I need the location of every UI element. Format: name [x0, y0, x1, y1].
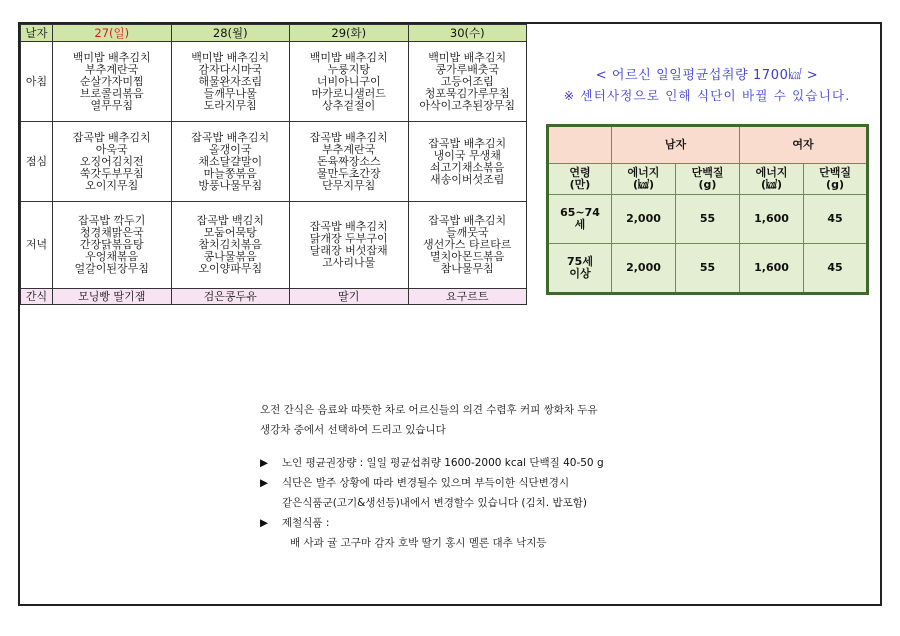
breakfast-row: [21, 42, 527, 122]
col-age-header: 연령 (만): [548, 164, 612, 195]
meal-label: 점심: [21, 122, 53, 202]
dish-item: 물만두초간장: [316, 166, 381, 180]
menu-cell: [171, 122, 290, 202]
dish-item: 부추계란국: [322, 142, 376, 156]
bullet-arrow-icon: ▶: [260, 477, 269, 489]
menu-sheet: [18, 22, 882, 606]
menu-cell: [53, 202, 172, 289]
energy-corner-cell: [548, 126, 612, 164]
menu-cell: [171, 42, 290, 122]
dish-item: 돈육짜장소스: [316, 154, 381, 168]
dish-item: 오이양파무침: [198, 262, 263, 275]
snack-label: 간식: [21, 289, 53, 305]
dish-item: 잡곡밥 배추김치: [428, 214, 507, 227]
energy-row: [548, 244, 868, 294]
dish-item: 청포묵김가루무침: [424, 86, 510, 100]
dish-item: 백미밥 배추김치: [72, 50, 151, 64]
bullet-arrow-icon: ▶: [260, 457, 269, 469]
dish-item: 콩가루배춧국: [435, 62, 500, 76]
energy-group-header-row: [548, 126, 868, 164]
dish-item: 잡곡밥 배추김치: [72, 130, 151, 144]
group-male-label: 남자: [612, 126, 740, 164]
note-item: [260, 513, 860, 533]
dinner-row: [21, 202, 527, 289]
female-protein-cell: 45: [804, 195, 868, 244]
dish-item: 오징어김치전: [79, 154, 144, 168]
table-header-row: [21, 25, 527, 42]
dish-item: 브로콜리볶음: [79, 86, 144, 100]
age-cell: 75세 이상: [548, 244, 612, 294]
energy-row: [548, 195, 868, 244]
dish-item: 잡곡밥 배추김치: [428, 136, 507, 150]
dish-item: 청경채맑은국: [79, 226, 144, 239]
dish-item: 간장닭볶음탕: [79, 238, 144, 251]
snack-row: [21, 289, 527, 305]
col-male-protein-header: 단백질 (g): [676, 164, 740, 195]
dish-item: 도라지무침: [203, 98, 257, 112]
dish-item: 얼갈이된장무침: [74, 262, 149, 275]
dish-item: 들깨무나물: [203, 86, 257, 100]
menu-cell: [408, 42, 527, 122]
dish-item: 생선가스 타르타르: [422, 238, 512, 251]
dish-item: 잡곡밥 깍두기: [78, 214, 146, 227]
age-cell: 65~74 세: [548, 195, 612, 244]
female-energy-cell: 1,600: [740, 244, 804, 294]
dish-item: 채소달걀말이: [198, 154, 263, 168]
bullet-arrow-icon: ▶: [260, 517, 269, 529]
dish-item: 잡곡밥 배추김치: [191, 130, 270, 144]
menu-cell: [408, 122, 527, 202]
notes-section: [260, 400, 860, 553]
meal-label: 아침: [21, 42, 53, 122]
dish-item: 고등어조림: [440, 74, 494, 88]
col-female-energy-header: 에너지 (㎉): [740, 164, 804, 195]
dish-item: 참나물무침: [440, 262, 494, 275]
menu-cell: [290, 202, 409, 289]
energy-intake-table: [546, 124, 869, 295]
female-energy-cell: 1,600: [740, 195, 804, 244]
dish-item: 마늘쫑볶음: [203, 166, 257, 180]
dish-item: 너비아니구이: [316, 74, 381, 88]
day-header-4: 30(수): [408, 25, 527, 42]
male-protein-cell: 55: [676, 195, 740, 244]
dish-item: 상추겉절이: [322, 98, 376, 112]
menu-cell: [408, 202, 527, 289]
dish-item: 올갱이국: [208, 142, 252, 156]
dish-item: 새송이버섯조림: [430, 172, 505, 186]
snack-item: 요구르트: [408, 289, 527, 305]
dish-item: 해물완자조림: [198, 74, 263, 88]
dish-item: 고사리나물: [322, 256, 376, 269]
dish-item: 누룽지탕: [327, 62, 370, 76]
day-header-3: 29(화): [290, 25, 409, 42]
group-female-label: 여자: [740, 126, 868, 164]
snack-item: 모닝빵 딸기잼: [53, 289, 172, 305]
meal-label: 저녁: [21, 202, 53, 289]
dish-item: 방풍나물무침: [198, 178, 263, 192]
dish-item: 콩나물볶음: [203, 250, 257, 263]
dish-item: 아삭이고추된장무침: [419, 98, 516, 112]
note-item: [260, 473, 860, 493]
menu-cell: [171, 202, 290, 289]
male-energy-cell: 2,000: [612, 195, 676, 244]
dish-item: 오이지무침: [85, 178, 139, 192]
dish-item: 들깨뭇국: [445, 226, 489, 239]
notice-title: < 어르신 일일평균섭취량 1700㎉ >: [595, 68, 819, 83]
menu-cell: [290, 122, 409, 202]
snack-note-line: 오전 간식은 음료와 따뜻한 차로 어르신들의 의견 수렴후 커피 쌍화차 두유: [260, 404, 598, 416]
notice-subtitle: ※ 센터사정으로 인해 식단이 바뀔 수 있습니다.: [563, 88, 851, 103]
weekly-menu-table: [20, 24, 527, 305]
snack-item: 딸기: [290, 289, 409, 305]
day-header-1: 27(일): [53, 25, 172, 42]
corner-label: 날자: [21, 25, 53, 42]
dish-item: 모둠어묵탕: [203, 226, 257, 239]
snack-item: 검은콩두유: [171, 289, 290, 305]
col-female-protein-header: 단백질 (g): [804, 164, 868, 195]
note-text: 노인 평균권장량 : 일일 평균섭취량 1600-2000 kcal 단백질 40-50 g: [282, 457, 604, 469]
menu-cell: [53, 42, 172, 122]
dish-item: 순살가자미찜: [79, 74, 144, 88]
dish-item: 쑥갓두부무침: [79, 166, 144, 180]
dish-item: 감자다시마국: [198, 62, 263, 76]
note-text: 식단은 발주 상황에 따라 변경될수 있으며 부득이한 식단변경시: [282, 477, 570, 489]
dish-item: 달래장 버섯잡채: [309, 244, 388, 257]
dish-item: 잡곡밥 배추김치: [309, 220, 388, 233]
dish-item: 잡곡밥 배추김치: [309, 130, 388, 144]
dish-item: 닭개장 두부구이: [309, 232, 388, 245]
dish-item: 우엉채볶음: [85, 250, 139, 263]
dish-item: 냉이국 무생채: [433, 148, 501, 162]
snack-note-line: 생강차 중에서 선택하여 드리고 있습니다: [260, 424, 446, 436]
intake-notice: [536, 64, 878, 104]
menu-cell: [290, 42, 409, 122]
dish-item: 멸치아몬드볶음: [430, 250, 505, 263]
energy-column-header-row: [548, 164, 868, 195]
dish-item: 백미밥 배추김치: [191, 50, 270, 64]
dish-item: 백미밥 배추김치: [309, 50, 388, 64]
dish-item: 마카로니샐러드: [311, 86, 386, 100]
dish-item: 백미밥 배추김치: [428, 50, 507, 64]
male-protein-cell: 55: [676, 244, 740, 294]
seasonal-food-list: 배 사과 귤 고구마 감자 호박 딸기 홍시 멜론 대추 낙지등: [290, 537, 547, 549]
col-male-energy-header: 에너지 (㎉): [612, 164, 676, 195]
dish-item: 아욱국: [95, 142, 128, 156]
female-protein-cell: 45: [804, 244, 868, 294]
dish-item: 잡곡밥 백김치: [196, 214, 264, 227]
lunch-row: [21, 122, 527, 202]
day-header-2: 28(월): [171, 25, 290, 42]
menu-cell: [53, 122, 172, 202]
note-item: [260, 453, 860, 473]
dish-item: 부추계란국: [85, 62, 139, 76]
male-energy-cell: 2,000: [612, 244, 676, 294]
note-text: 제철식품 :: [282, 517, 330, 529]
dish-item: 단무지무침: [322, 178, 376, 192]
dish-item: 쇠고기채소볶음: [430, 160, 505, 174]
note-text-continued: 같은식품군(고기&생선등)내에서 변경할수 있습니다 (김치. 밥포함): [282, 497, 587, 509]
dish-item: 열무무침: [90, 98, 133, 112]
dish-item: 참치김치볶음: [198, 238, 263, 251]
